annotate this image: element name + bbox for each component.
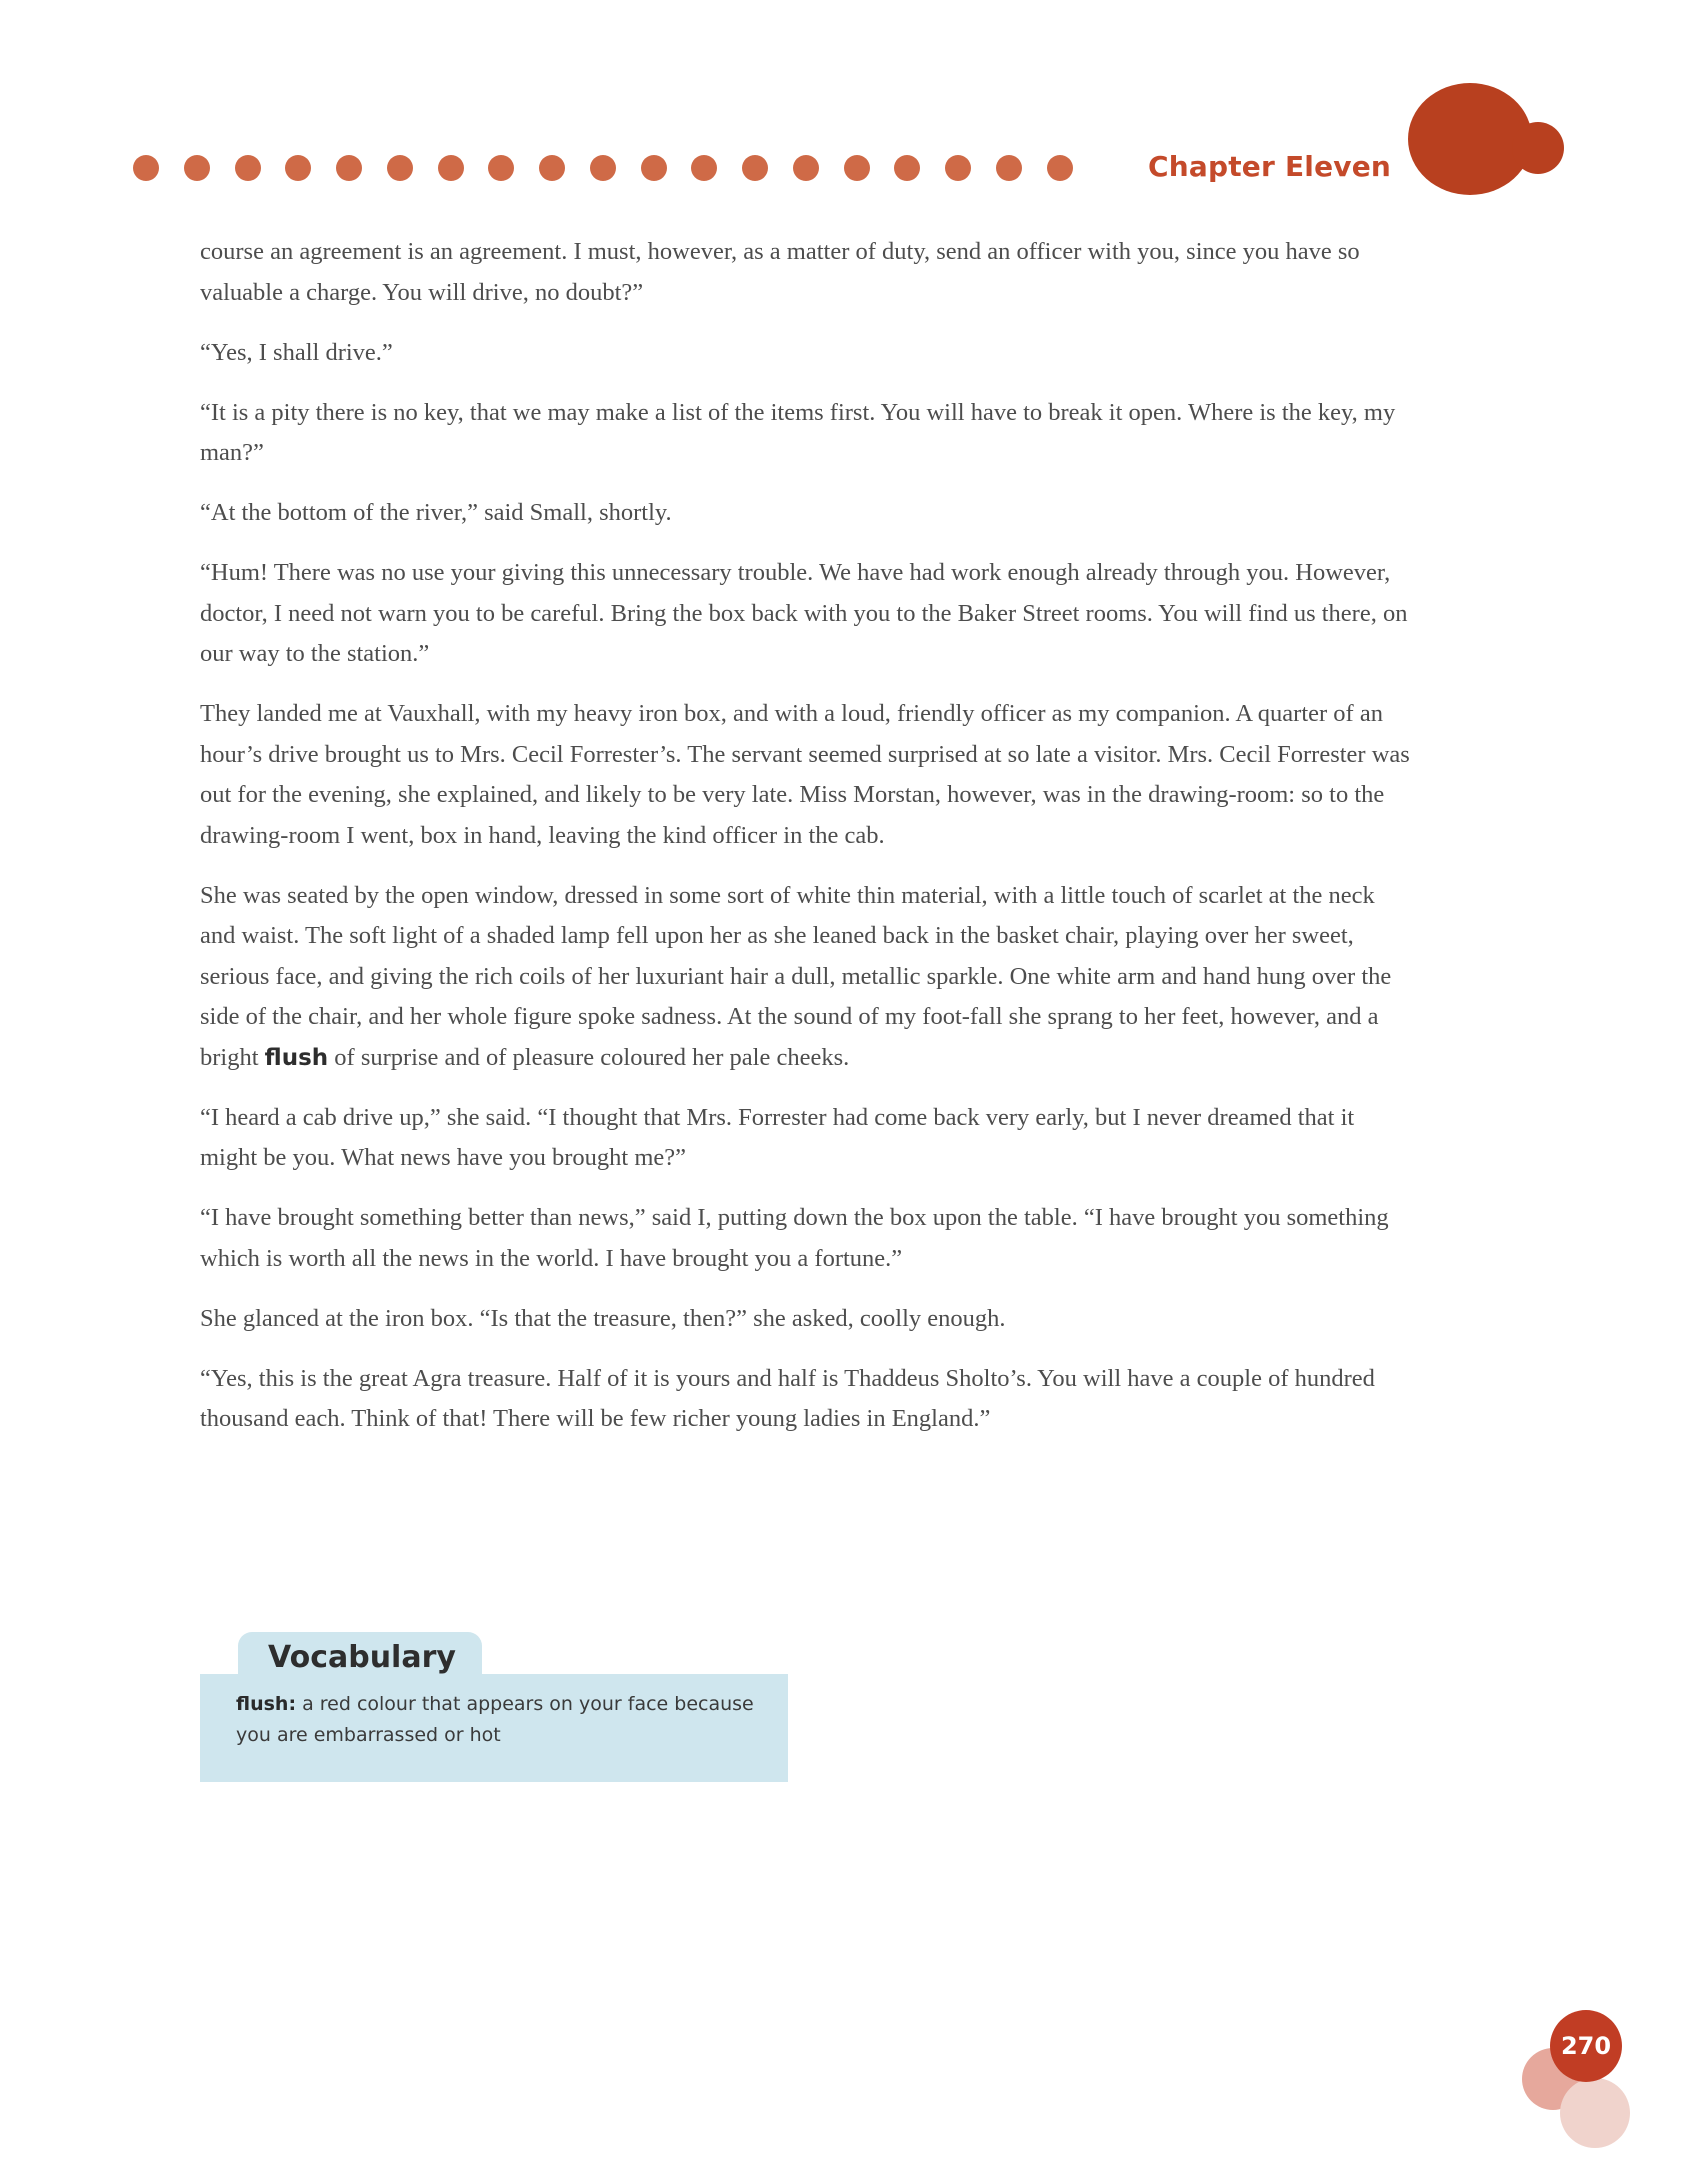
vocabulary-heading: Vocabulary (268, 1640, 456, 1675)
header-dot (438, 155, 464, 181)
header-dot (691, 155, 717, 181)
vocabulary-definition-text: a red colour that appears on your face because you are embarrassed or hot (236, 1693, 754, 1746)
header-dot (844, 155, 870, 181)
paragraph: She glanced at the iron box. “Is that the treasure, then?” she asked, coolly enough. (200, 1304, 1006, 1332)
chapter-title: Chapter Eleven (1148, 150, 1392, 183)
paragraph: “I have brought something better than news,” said I, putting down the box upon the table. “I have brought you something which is worth all the news in the world. I have brought you a fortune.” (200, 1204, 1389, 1272)
paragraph: “At the bottom of the river,” said Small, shortly. (200, 499, 672, 526)
header-dot (235, 155, 261, 181)
header-dot (996, 155, 1022, 181)
header-dot (1047, 155, 1073, 181)
body-text (200, 232, 1410, 1459)
paragraph-text: She was seated by the open window, dressed in some sort of white thin material, with a little touch of scarlet at the neck and waist. The soft light of a shaded lamp fell upon her as she leaned back in the basket chair, playing over her sweet, serious face, and giving the rich coils of her luxuriant hair a dull, metallic sparkle. One white arm and hand hung over the side of the chair, and her whole figure spoke sadness. At the sound of my foot-fall she sprang to her feet, however, and a bright (200, 881, 1392, 1071)
page-number: 270 (1550, 2010, 1622, 2082)
header-dot-row (133, 154, 1073, 182)
header-dot (945, 155, 971, 181)
paragraph: “I heard a cab drive up,” she said. “I thought that Mrs. Forrester had come back very early, but I never dreamed that it might be you. What news have you brought me?” (200, 1103, 1355, 1171)
paragraph: “Yes, this is the great Agra treasure. Half of it is yours and half is Thaddeus Sholto’s. You will have a couple of hundred thousand each. Think of that! There will be few richer young ladies in England.” (200, 1364, 1375, 1432)
paragraph: “Yes, I shall drive.” (200, 338, 393, 366)
paragraph (200, 876, 1410, 1079)
vocabulary-definition (236, 1689, 776, 1751)
paragraph: “It is a pity there is no key, that we may make a list of the items first. You will have to break it open. Where is the key, my man?” (200, 398, 1396, 466)
header-dot (742, 155, 768, 181)
header-dot (539, 155, 565, 181)
corner-decoration-small-circle (1512, 122, 1564, 174)
header-dot (133, 155, 159, 181)
paragraph: They landed me at Vauxhall, with my heavy iron box, and with a loud, friendly officer as my companion. A quarter of an hour’s drive brought us to Mrs. Cecil Forrester’s. The servant seemed surprised at so late a visitor. Mrs. Cecil Forrester was out for the evening, she explained, and likely to be very late. Miss Morstan, however, was in the drawing-room: so to the drawing-room I went, box in hand, leaving the kind officer in the cab. (200, 700, 1410, 849)
footer-decoration-circle (1560, 2078, 1630, 2148)
header-dot (793, 155, 819, 181)
paragraph: “Hum! There was no use your giving this unnecessary trouble. We have had work enough already through you. However, doctor, I need not warn you to be careful. Bring the box back with you to the Baker Street rooms. You will find us there, on our way to the station.” (200, 559, 1408, 667)
header-dot (387, 155, 413, 181)
header-dot (894, 155, 920, 181)
header-dot (336, 155, 362, 181)
header-dot (590, 155, 616, 181)
header-dot (184, 155, 210, 181)
paragraph-text: of surprise and of pleasure coloured her pale cheeks. (328, 1043, 850, 1071)
vocabulary-word-highlight: flush (264, 1044, 329, 1071)
header-dot (641, 155, 667, 181)
paragraph: course an agreement is an agreement. I must, however, as a matter of duty, send an officer with you, since you have so valuable a charge. You will drive, no doubt?” (200, 238, 1360, 306)
vocabulary-term: flush: (236, 1693, 297, 1715)
header-dot (285, 155, 311, 181)
header-dot (488, 155, 514, 181)
